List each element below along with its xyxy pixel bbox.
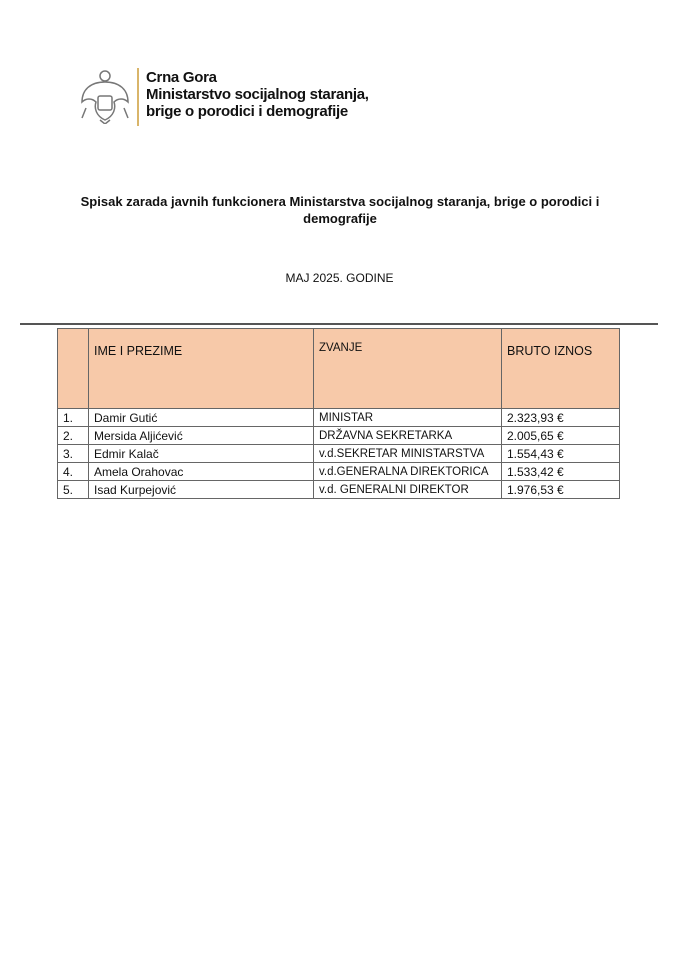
salary-table [57, 328, 620, 499]
table-row [58, 409, 620, 427]
column-header-number [58, 329, 89, 409]
document-title: Spisak zarada javnih funkcionera Ministarstva socijalnog staranja, brige o porodici i demografije [80, 194, 600, 226]
country-name: Crna Gora [146, 69, 217, 86]
table-header-row [58, 329, 620, 409]
row-title: v.d. GENERALNI DIREKTOR [314, 481, 502, 499]
row-title: MINISTAR [314, 409, 502, 427]
ministry-name-line2: brige o porodici i demografije [146, 103, 348, 120]
table-row [58, 481, 620, 499]
row-name: Damir Gutić [89, 409, 314, 427]
row-title: v.d.SEKRETAR MINISTARSTVA [314, 445, 502, 463]
row-number: 2. [58, 427, 89, 445]
row-number: 3. [58, 445, 89, 463]
ministry-name-line1: Ministarstvo socijalnog staranja, [146, 86, 369, 103]
row-number: 5. [58, 481, 89, 499]
ministry-header [146, 69, 369, 120]
column-header-name: IME I PREZIME [89, 329, 314, 409]
header-divider [137, 68, 139, 126]
row-name: Edmir Kalač [89, 445, 314, 463]
coat-of-arms-icon [78, 68, 132, 124]
row-amount: 2.005,65 € [502, 427, 620, 445]
row-number: 1. [58, 409, 89, 427]
table-row [58, 427, 620, 445]
row-name: Isad Kurpejović [89, 481, 314, 499]
row-title: DRŽAVNA SEKRETARKA [314, 427, 502, 445]
row-amount: 2.323,93 € [502, 409, 620, 427]
document-period: MAJ 2025. GODINE [285, 271, 394, 285]
column-header-title: ZVANJE [314, 329, 502, 409]
row-number: 4. [58, 463, 89, 481]
divider-line [20, 323, 658, 325]
row-amount: 1.976,53 € [502, 481, 620, 499]
table-row [58, 463, 620, 481]
row-title: v.d.GENERALNA DIREKTORICA [314, 463, 502, 481]
row-amount: 1.554,43 € [502, 445, 620, 463]
row-name: Amela Orahovac [89, 463, 314, 481]
row-amount: 1.533,42 € [502, 463, 620, 481]
column-header-amount: BRUTO IZNOS [502, 329, 620, 409]
row-name: Mersida Aljićević [89, 427, 314, 445]
table-row [58, 445, 620, 463]
